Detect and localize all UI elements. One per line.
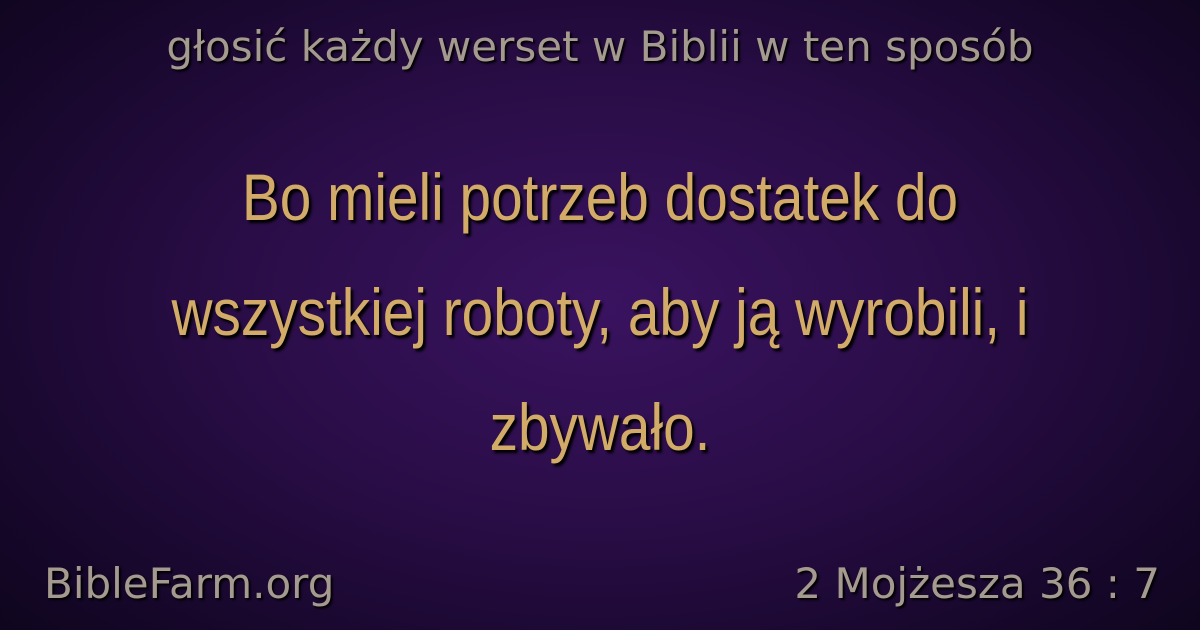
site-name: BibleFarm.org [44,559,335,608]
tagline-header: głosić każdy werset w Biblii w ten sposób [166,22,1034,71]
verse-text: Bo mieli potrzeb dostatek do wszystkiej roboty, aby ją wyrobili, i zbywało. [171,160,1029,464]
verse-reference: 2 Mojżesza 36 : 7 [794,559,1160,608]
